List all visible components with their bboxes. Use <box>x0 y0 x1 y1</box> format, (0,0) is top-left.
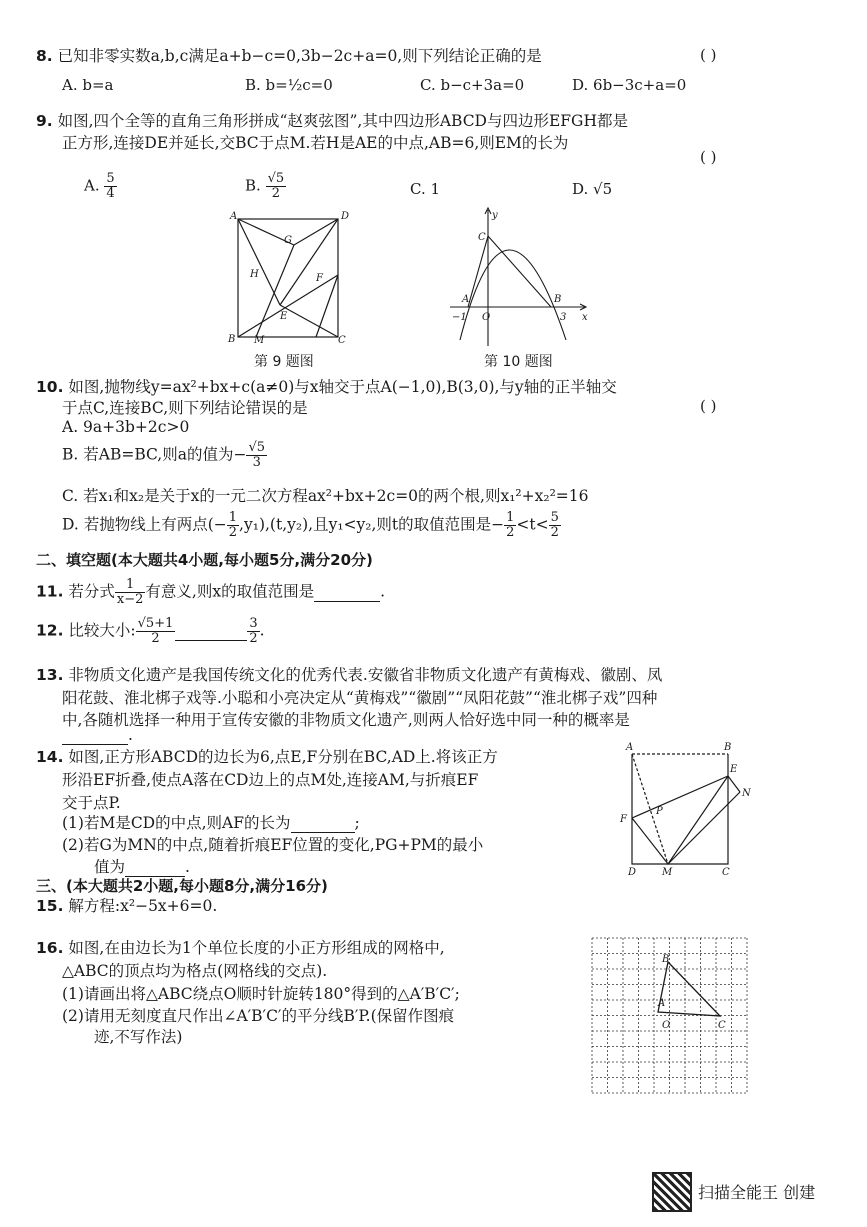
q9-choice-b-den: 2 <box>271 186 280 201</box>
q10-option-b-text: B. 若AB=BC,则a的值为− <box>62 445 247 464</box>
q10-option-b <box>62 441 267 470</box>
fig10-label-c: C <box>478 232 486 243</box>
q8-text: 已知非零实数a,b,c满足a+b−c=0,3b−2c+a=0,则下列结论正确的是 <box>57 47 542 65</box>
q11 <box>36 578 385 607</box>
q16-line2: △ABC的顶点均为格点(网格线的交点). <box>62 962 328 980</box>
q14-line3: 交于点P. <box>62 794 121 812</box>
q9-choice-c: C. 1 <box>410 180 441 198</box>
q12-frac1-den: 2 <box>151 631 160 646</box>
fig9-label-g: G <box>284 235 292 246</box>
q14-number: 14. <box>36 748 64 766</box>
q10-option-d-frac2 <box>504 511 516 540</box>
fig10-label-o: O <box>482 312 491 323</box>
fig9-label-f: F <box>316 273 323 284</box>
q13-line1-row <box>36 663 662 685</box>
q10-option-d-mid: ,y₁),(t,y₂),且y₁<y₂,则t的取值范围是− <box>239 515 505 534</box>
q11-frac-num: 1 <box>115 578 146 593</box>
q16-sub2b: 迹,不写作法) <box>94 1028 183 1046</box>
q16-line1: 如图,在由边长为1个单位长度的小正方形组成的网格中, <box>68 939 445 957</box>
figure-10-caption: 第 10 题图 <box>484 354 553 370</box>
q10-line1: 如图,抛物线y=ax²+bx+c(a≠0)与x轴交于点A(−1,0),B(3,0),与y轴的正半轴交 <box>68 378 617 396</box>
q10-option-b-num: √5 <box>248 440 266 455</box>
q12-frac2 <box>247 617 259 646</box>
q13-line1: 非物质文化遗产是我国传统文化的优秀代表.安徽省非物质文化遗产有黄梅戏、徽剧、凤 <box>68 666 663 684</box>
fig9-label-a: A <box>230 211 238 222</box>
q13-line3: 中,各随机选择一种用于宣传安徽的非物质文化遗产,则两人恰好选中同一种的概率是 <box>62 711 630 729</box>
q13-line2: 阳花鼓、淮北梆子戏等.小聪和小亮决定从“黄梅戏”“徽剧”“凤阳花鼓”“淮北梆子戏”四种 <box>62 689 658 707</box>
q9-line2: 正方形,连接DE并延长,交BC于点M.若H是AE的中点,AB=6,则EM的长为 <box>62 134 569 152</box>
q10-option-d <box>62 511 561 540</box>
q9-choice-b-label: B. <box>245 176 261 195</box>
q9-choice-a-num: 5 <box>106 171 115 186</box>
q10-stem-line1 <box>36 375 617 397</box>
q9-choice-a-label: A. <box>84 176 100 195</box>
q11-end: . <box>380 582 386 601</box>
fig16-label-c: C <box>718 1020 726 1031</box>
q16-number: 16. <box>36 939 64 957</box>
q10-option-d-pre: D. 若抛物线上有两点(− <box>62 515 227 534</box>
fig9-label-m: M <box>254 335 265 345</box>
q11-pre: 若分式 <box>68 582 115 601</box>
q8-choice-a: A. b=a <box>62 76 114 94</box>
fig14-label-b: B <box>724 742 732 753</box>
fig14-label-n: N <box>742 788 751 799</box>
fig10-label-b: B <box>554 294 562 305</box>
watermark-text: 扫描全能王 创建 <box>698 1183 816 1202</box>
q10-option-d-den2: 2 <box>506 525 515 540</box>
q12-frac2-num: 3 <box>249 616 258 631</box>
q12-number: 12. <box>36 621 64 640</box>
q8-choice-b-pre: B. b= <box>245 76 288 94</box>
q11-frac-den: x−2 <box>116 592 144 607</box>
fig14-label-p: P <box>656 806 663 817</box>
q8-choice-d: D. 6b−3c+a=0 <box>572 76 687 94</box>
q9-choice-a-den: 4 <box>106 186 115 201</box>
q9-choice-a-frac <box>104 172 116 201</box>
fig14-label-m: M <box>662 867 673 878</box>
q10-option-c: C. 若x₁和x₂是关于x的一元二次方程ax²+bx+2c=0的两个根,则x₁²+x₂²=16 <box>62 487 589 505</box>
q15 <box>36 894 217 916</box>
fig14-label-a: A <box>626 742 634 753</box>
q11-answer-blank[interactable] <box>314 583 380 602</box>
fig9-label-d: D <box>341 211 350 222</box>
q8-choice-b <box>245 76 333 94</box>
q14-sub2-end: . <box>185 858 190 876</box>
q13-answer-row <box>62 726 133 745</box>
section-2-heading: 二、填空题(本大题共4小题,每小题5分,满分20分) <box>36 551 373 569</box>
q10-option-d-frac3 <box>549 511 561 540</box>
q8-answer-paren[interactable]: ( ) <box>700 46 717 64</box>
q14-sub2: (2)若G为MN的中点,随着折痕EF位置的变化,PG+PM的最小 <box>62 836 484 854</box>
fig9-label-b: B <box>228 334 236 345</box>
fig16-label-o: O <box>662 1020 671 1031</box>
q14-sub2b: 值为 <box>94 858 126 876</box>
figure-16-grid <box>588 934 760 1102</box>
fig9-label-c: C <box>338 335 346 345</box>
fig14-label-e: E <box>730 764 738 775</box>
q13-end: . <box>128 726 133 744</box>
q8-number: 8. <box>36 47 53 65</box>
q10-option-b-frac <box>246 441 267 470</box>
q15-number: 15. <box>36 897 64 915</box>
q14-line1: 如图,正方形ABCD的边长为6,点E,F分别在BC,AD上.将该正方 <box>68 748 498 766</box>
q10-option-b-den: 3 <box>252 455 261 470</box>
q9-choice-d: D. √5 <box>572 180 613 198</box>
q9-number: 9. <box>36 112 53 130</box>
q14-line2: 形沿EF折叠,使点A落在CD边上的点M处,连接AM,与折痕EF <box>62 771 479 789</box>
q8-choice-b-post: ½c=0 <box>287 76 333 94</box>
fig9-label-h: H <box>250 269 259 280</box>
q9-line1: 如图,四个全等的直角三角形拼成“赵爽弦图”,其中四边形ABCD与四边形EFGH都是 <box>57 112 628 130</box>
q14-sub1-end: ; <box>354 814 360 832</box>
q8-stem <box>36 44 542 66</box>
q10-number: 10. <box>36 378 64 396</box>
fig16-label-b: B <box>662 954 670 965</box>
fig10-label-x: x <box>582 312 588 323</box>
q9-choice-b <box>245 172 286 201</box>
q11-post: 有意义,则x的取值范围是 <box>145 582 315 601</box>
q16-sub1: (1)请画出将△ABC绕点O顺时针旋转180°得到的△A′B′C′; <box>62 985 460 1003</box>
q12-pre: 比较大小: <box>68 621 136 640</box>
qr-code-icon <box>652 1172 692 1212</box>
q10-answer-paren[interactable]: ( ) <box>700 397 717 415</box>
q10-option-d-den3: 2 <box>550 525 559 540</box>
q16-sub2: (2)请用无刻度直尺作出∠A′B′C′的平分线B′P.(保留作图痕 <box>62 1007 455 1025</box>
fig14-label-f: F <box>620 814 627 825</box>
figure-9-caption: 第 9 题图 <box>254 354 314 370</box>
section-3-heading: 三、(本大题共2小题,每小题8分,满分16分) <box>36 877 328 895</box>
fig10-label-y: y <box>492 210 498 221</box>
q9-choice-b-num: √5 <box>267 171 285 186</box>
fig14-label-d: D <box>628 867 637 878</box>
q12 <box>36 617 265 646</box>
q15-text: 解方程:x²−5x+6=0. <box>68 897 218 915</box>
q14-sub1-blank[interactable] <box>291 814 355 833</box>
q9-answer-paren[interactable]: ( ) <box>700 148 717 166</box>
q10-option-d-num1: 1 <box>228 510 238 525</box>
q9-stem-line1 <box>36 109 628 131</box>
q12-answer-blank[interactable] <box>175 622 247 641</box>
figure-14 <box>612 738 762 878</box>
q11-number: 11. <box>36 582 64 601</box>
q12-end: . <box>259 621 265 640</box>
figure-10 <box>446 200 596 350</box>
q16-line1-row <box>36 936 445 958</box>
q10-option-d-frac1 <box>227 511 239 540</box>
q9-choice-a <box>84 172 117 201</box>
fig9-label-e: E <box>280 311 288 322</box>
fig14-label-c: C <box>722 867 730 878</box>
q14-line1-row <box>36 745 498 767</box>
q14-sub1 <box>62 811 360 833</box>
fig10-label-a: A <box>462 294 470 305</box>
q9-choice-b-frac <box>266 172 287 201</box>
q13-number: 13. <box>36 666 64 684</box>
q10-line2: 于点C,连接BC,则下列结论错误的是 <box>62 399 308 417</box>
fig10-label-3: 3 <box>560 312 567 323</box>
fig10-label-neg1: −1 <box>452 312 467 323</box>
q10-option-d-lt: <t< <box>516 515 549 534</box>
q10-option-a: A. 9a+3b+2c>0 <box>62 418 190 436</box>
figure-9 <box>222 205 352 345</box>
q10-option-d-num3: 5 <box>550 510 559 525</box>
q12-frac2-den: 2 <box>249 631 258 646</box>
q11-frac <box>115 578 146 607</box>
q14-sub2-answer-row <box>94 855 190 877</box>
q8-choice-c: C. b−c+3a=0 <box>420 76 525 94</box>
q12-frac1-num: √5+1 <box>137 616 174 631</box>
q14-sub1-text: (1)若M是CD的中点,则AF的长为 <box>62 814 291 832</box>
q13-answer-blank[interactable] <box>62 726 128 745</box>
q10-option-d-den1: 2 <box>228 525 238 540</box>
fig16-label-a: A <box>658 998 666 1009</box>
q12-frac1 <box>136 617 176 646</box>
q10-option-d-num2: 1 <box>506 510 515 525</box>
